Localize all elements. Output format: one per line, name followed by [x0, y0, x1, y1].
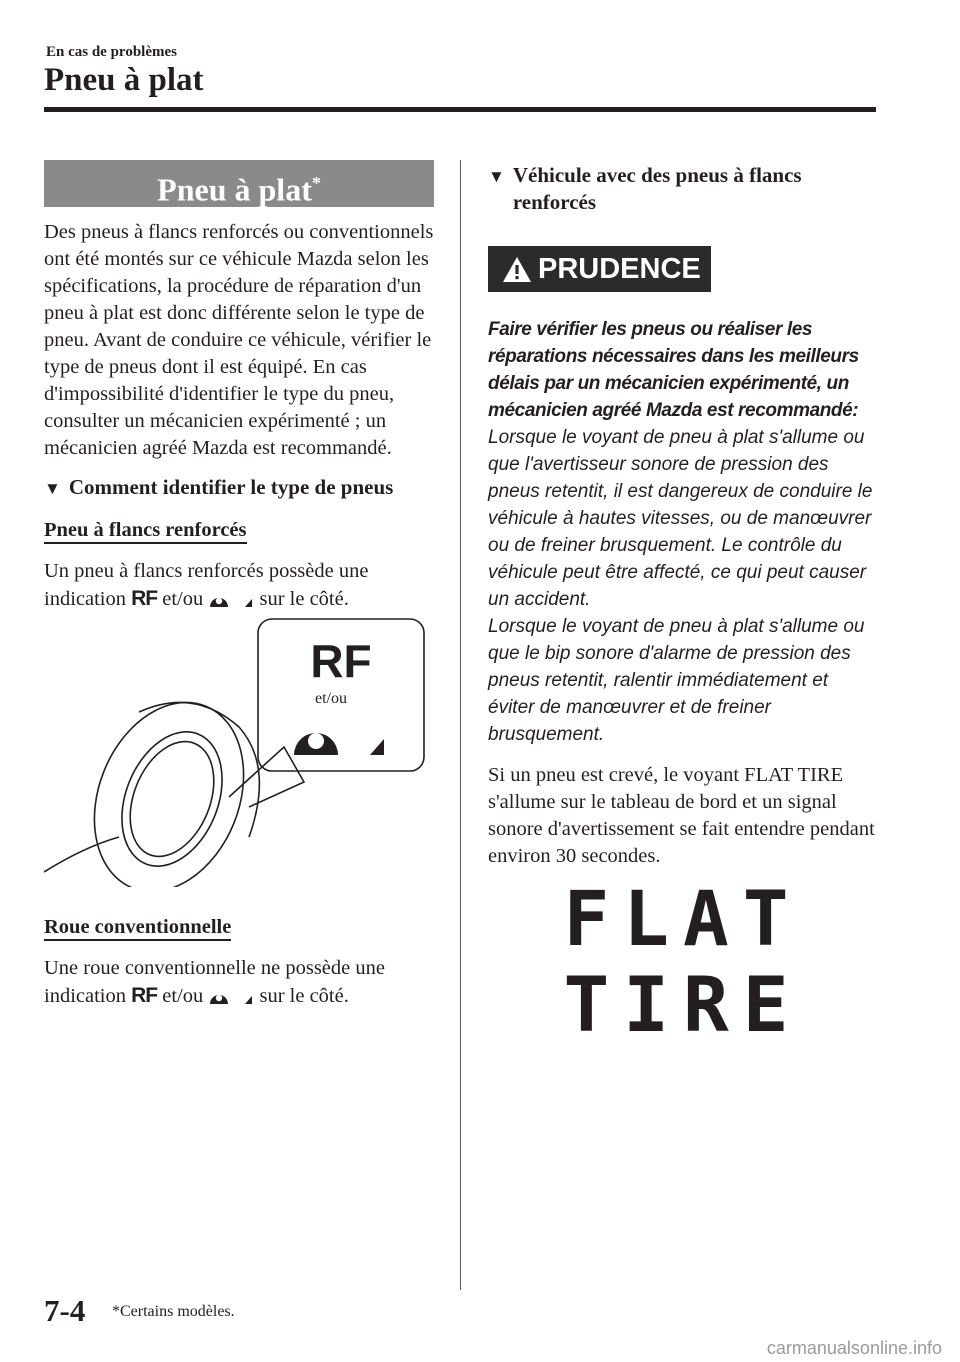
- illustration-tire-mark-icon: [294, 733, 384, 755]
- triangle-down-icon: ▼: [488, 167, 505, 186]
- caution-badge: [488, 246, 711, 292]
- flat-tire-warning-display: [488, 876, 878, 1048]
- runflat-text-before: Un pneu à flancs renforcés possède une indication: [44, 560, 369, 610]
- rf-mark-icon: RF: [131, 984, 158, 1007]
- runflat-heading: Pneu à flancs renforcés: [44, 518, 247, 544]
- info-paragraph: Si un pneu est crevé, le voyant FLAT TIRE s'allume sur le tableau de bord et un signal sonore d'avertissement se fait entendre pendant environ 30 secondes.: [488, 764, 875, 867]
- chapter-label: En cas de problèmes: [46, 44, 177, 60]
- heading-identify: [44, 474, 434, 502]
- heading-vehicle: [488, 162, 878, 216]
- caution-paragraph-2: Lorsque le voyant de pneu à plat s'allume ou que le bip sonore d'alarme de pression des pneus retentit, ralentir immédiatement et éviter de manœuvrer et de freiner brusquement.: [488, 616, 865, 745]
- section-banner: [44, 160, 434, 207]
- triangle-down-icon: ▼: [44, 479, 61, 498]
- caution-bold-text: Faire vérifier les pneus ou réaliser les réparations nécessaires dans les meilleurs délais par un mécanicien expérimenté, un mécanicien agréé Mazda est recommandé:: [488, 319, 859, 421]
- heading-vehicle-text: Véhicule avec des pneus à flancs renforcés: [512, 163, 802, 214]
- caution-label: PRUDENCE: [538, 252, 701, 285]
- conventional-text-after: sur le côté.: [259, 985, 349, 1007]
- header-rule: [44, 107, 876, 112]
- left-column: [44, 160, 434, 1010]
- conventional-heading: Roue conventionnelle: [44, 915, 231, 941]
- heading-identify-text: Comment identifier le type de pneus: [68, 475, 394, 499]
- runflat-text-mid: et/ou: [162, 588, 204, 610]
- caution-paragraph-1: Lorsque le voyant de pneu à plat s'allume ou que l'avertisseur sonore de pression des pneus retentit, il est dangereux de conduire le véhicule à hautes vitesses, ou de manœuvrer ou de freiner brusquement. Le contrôle du véhicule peut être affecté, ce qui peut causer un accident.: [488, 427, 873, 610]
- right-column: [488, 160, 878, 1048]
- display-line-2: TIRE: [563, 960, 803, 1049]
- runflat-text-after: sur le côté.: [259, 588, 349, 610]
- illustration-rf-label: RF: [310, 635, 372, 687]
- column-divider: [460, 160, 461, 1290]
- page-title: Pneu à plat: [44, 62, 204, 98]
- watermark: carmanualsonline.info: [766, 1338, 942, 1358]
- conventional-paragraph: [44, 955, 434, 1010]
- footnote: *Certains modèles.: [112, 1303, 235, 1320]
- conventional-text-mid: et/ou: [162, 985, 204, 1007]
- conventional-tire-mark-icon: [208, 986, 254, 1008]
- runflat-paragraph: [44, 558, 434, 613]
- footnote-mark: *: [311, 173, 321, 193]
- page-number: 7-4: [44, 1293, 86, 1328]
- intro-paragraph: Des pneus à flancs renforcés ou conventionnels ont été montés sur ce véhicule Mazda selon les spécifications, la procédure de réparation d'un pneu à plat est donc différente selon le type de pneu. Avant de conduire ce véhicule, vérifier le type de pneus dont il est équipé. En cas d'impossibilité d'identifier le type du pneu, consulter un mécanicien expérimenté ; un mécanicien agréé Mazda est recommandé.: [44, 221, 434, 459]
- rf-mark-icon: RF: [131, 587, 158, 610]
- display-line-1: FLAT: [563, 874, 803, 963]
- illustration-or-label: et/ou: [315, 690, 347, 707]
- warning-triangle-icon: [502, 256, 532, 283]
- tire-sidewall-illustration: [44, 617, 434, 887]
- runflat-tire-mark-icon: [208, 589, 254, 611]
- section-title: Pneu à plat: [157, 171, 312, 208]
- conventional-text-before: Une roue conventionnelle ne possède une indication: [44, 957, 385, 1007]
